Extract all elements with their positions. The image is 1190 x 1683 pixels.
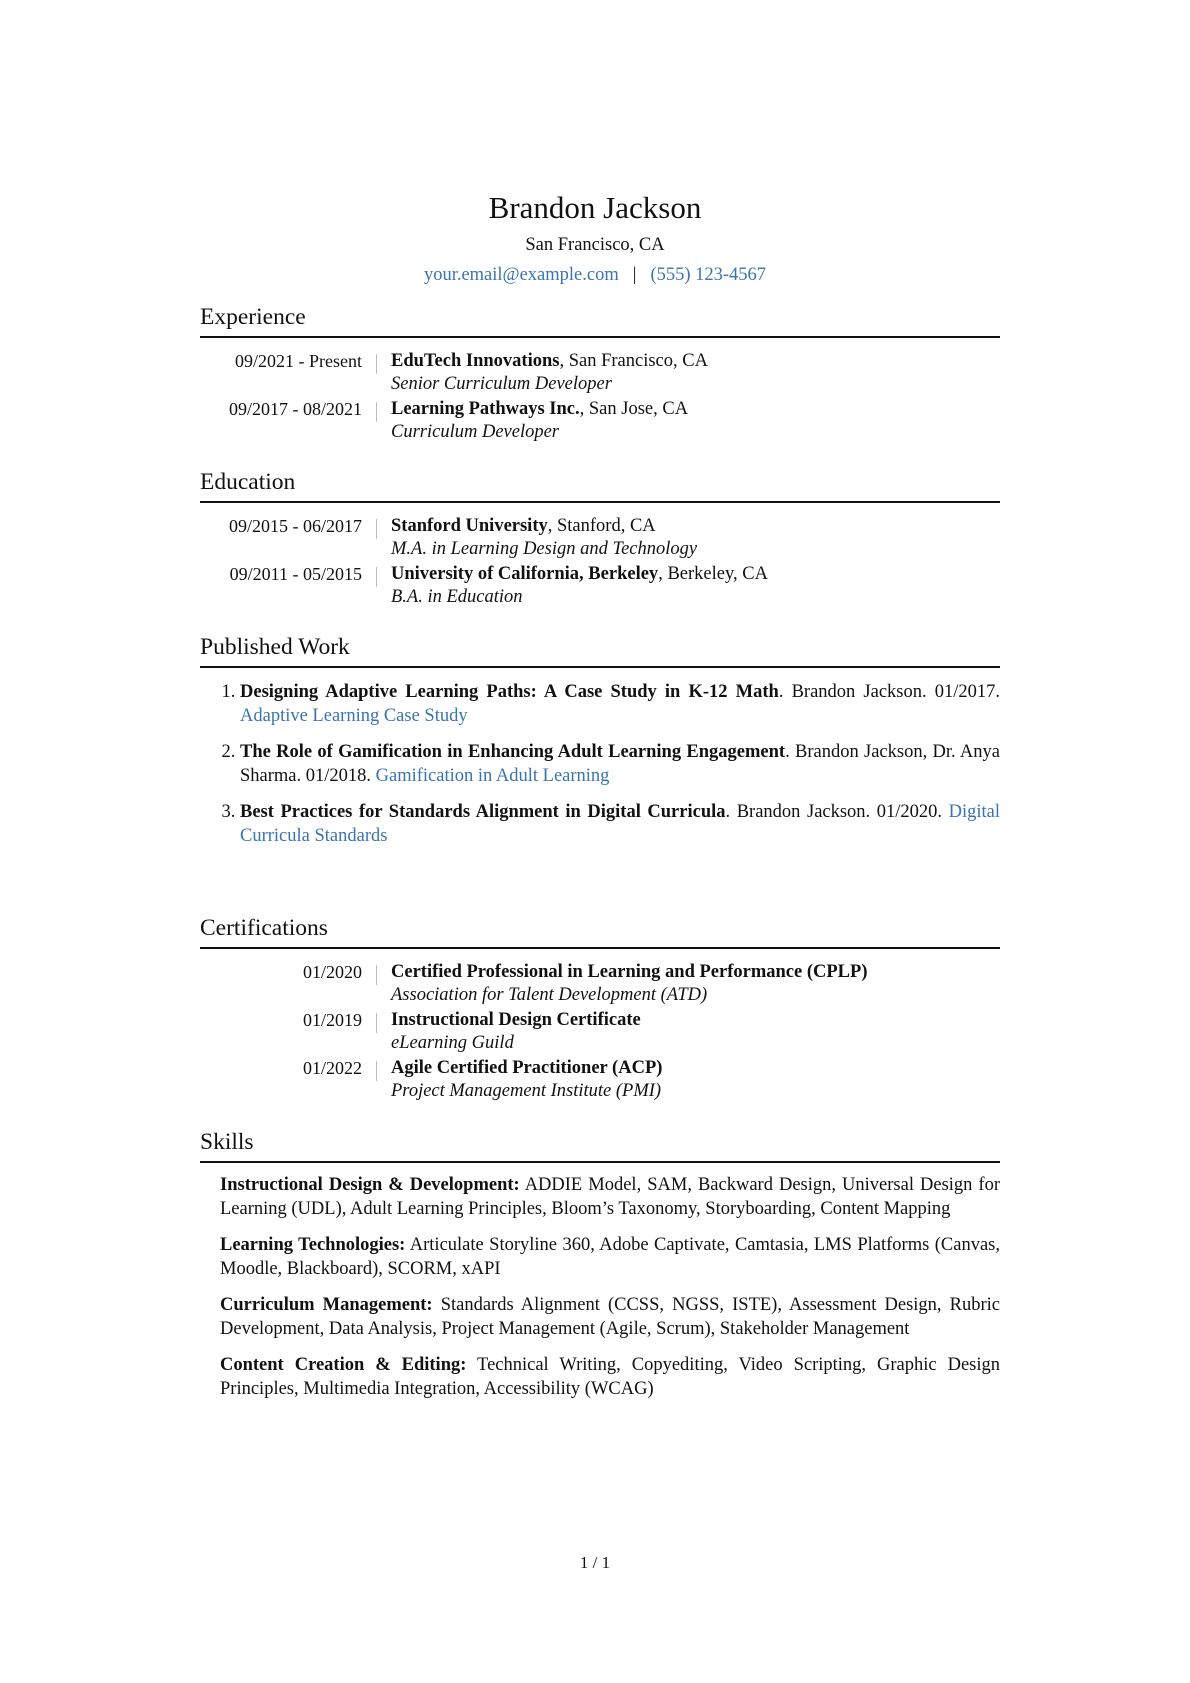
resume-header	[0, 188, 1190, 288]
section-title-education: Education	[200, 469, 296, 495]
skill-list: ADDIE Model, SAM, Backward Design, Universal Design for Learning (UDL), Adult Learning Principles, Bloom’s Taxonomy, Storyboarding, Content Mapping	[220, 1175, 1001, 1219]
institution-name: Stanford University	[391, 516, 548, 536]
publications-section	[200, 632, 1000, 860]
skill-group	[220, 1233, 1000, 1281]
section-rule	[200, 947, 1000, 949]
entry-date: 01/2022	[302, 1058, 362, 1078]
job-title: Curriculum Developer	[391, 422, 560, 442]
entry-date: 01/2020	[302, 962, 362, 982]
skill-list: Technical Writing, Copyediting, Video Scripting, Graphic Design Principles, Multimedia Integration, Accessibility (WCAG)	[220, 1355, 1001, 1399]
experience-entry	[200, 350, 1000, 396]
certification-name: Certified Professional in Learning and Performance (CPLP)	[391, 962, 868, 982]
publication-item	[240, 800, 1000, 848]
publication-item	[240, 740, 1000, 788]
entry-divider	[376, 965, 377, 985]
publication-link[interactable]: Adaptive Learning Case Study	[240, 706, 468, 726]
publication-link[interactable]: Gamification in Adult Learning	[375, 766, 610, 786]
publication-list	[200, 680, 1000, 848]
publication-title: The Role of Gamification in Enhancing Adult Learning Engagement	[240, 742, 786, 762]
publication-title: Best Practices for Standards Alignment in Digital Curricula	[240, 802, 726, 822]
entry-divider	[376, 567, 377, 587]
certification-issuer: Association for Talent Development (ATD)	[391, 985, 708, 1005]
skills-section	[200, 1127, 1000, 1413]
section-rule	[200, 501, 1000, 503]
certification-name: Agile Certified Practitioner (ACP)	[391, 1058, 663, 1078]
candidate-name: Brandon Jackson	[488, 190, 702, 225]
experience-section	[200, 302, 1000, 446]
entry-divider	[376, 1061, 377, 1081]
education-entry	[200, 563, 1000, 609]
publication-details: . Brandon Jackson. 01/2020.	[725, 802, 949, 822]
skill-list: Standards Alignment (CCSS, NGSS, ISTE), Assessment Design, Rubric Development, Data Analysis, Project Management (Agile, Scrum), Stakeholder Management	[220, 1295, 1000, 1339]
entry-date: 09/2021 - Present	[235, 351, 362, 371]
skill-category: Learning Technologies:	[220, 1235, 406, 1255]
entry-divider	[376, 519, 377, 539]
entry-divider	[376, 354, 377, 374]
publication-details: . Brandon Jackson. 01/2017.	[778, 682, 1000, 702]
email-link[interactable]: your.email@example.com	[423, 265, 619, 285]
employer-name: EduTech Innovations	[391, 351, 560, 371]
section-rule	[200, 336, 1000, 338]
institution-name: University of California, Berkeley	[391, 564, 659, 584]
employer-location: , San Francisco, CA	[559, 351, 708, 371]
skill-category: Curriculum Management:	[220, 1295, 433, 1315]
institution-location: , Stanford, CA	[547, 516, 656, 536]
degree: B.A. in Education	[391, 587, 523, 607]
page-number: 1 / 1	[579, 1553, 611, 1572]
education-section	[200, 467, 1000, 611]
employer-name: Learning Pathways Inc.	[391, 399, 580, 419]
phone-link[interactable]: (555) 123-4567	[650, 265, 767, 285]
section-rule	[200, 666, 1000, 668]
entry-divider	[376, 402, 377, 422]
entry-divider	[376, 1013, 377, 1033]
certification-entry	[200, 1009, 1000, 1055]
section-title-publications: Published Work	[200, 634, 350, 660]
entry-date: 01/2019	[302, 1010, 362, 1030]
education-entry	[200, 515, 1000, 561]
certification-entry	[200, 1057, 1000, 1103]
publication-title: Designing Adaptive Learning Paths: A Case Study in K-12 Math	[240, 682, 779, 702]
experience-entry	[200, 398, 1000, 444]
section-title-skills: Skills	[200, 1129, 254, 1155]
section-rule	[200, 1161, 1000, 1163]
entry-date: 09/2011 - 05/2015	[229, 564, 362, 584]
publication-link[interactable]: Digital Curricula Standards	[240, 802, 1000, 846]
contact-separator: |	[632, 265, 637, 285]
job-title: Senior Curriculum Developer	[391, 374, 612, 394]
entry-date: 09/2017 - 08/2021	[229, 399, 362, 419]
skill-category: Content Creation & Editing:	[220, 1355, 467, 1375]
skill-group	[220, 1293, 1000, 1341]
certification-issuer: Project Management Institute (PMI)	[391, 1081, 662, 1101]
publication-item	[240, 680, 1000, 728]
publication-details: . Brandon Jackson, Dr. Anya Sharma. 01/2018.	[240, 742, 1000, 786]
certification-issuer: eLearning Guild	[391, 1033, 514, 1053]
certification-entry	[200, 961, 1000, 1007]
employer-location: , San Jose, CA	[579, 399, 689, 419]
section-title-experience: Experience	[200, 304, 306, 330]
skill-category: Instructional Design & Development:	[220, 1175, 520, 1195]
section-title-certifications: Certifications	[200, 915, 328, 941]
certifications-section	[200, 913, 1000, 1105]
entry-date: 09/2015 - 06/2017	[229, 516, 362, 536]
skill-group	[220, 1173, 1000, 1221]
degree: M.A. in Learning Design and Technology	[391, 539, 698, 559]
candidate-location: San Francisco, CA	[525, 235, 665, 255]
contact-line	[0, 262, 1190, 288]
institution-location: , Berkeley, CA	[658, 564, 768, 584]
skill-list: Articulate Storyline 360, Adobe Captivate, Camtasia, LMS Platforms (Canvas, Moodle, Blackboard), SCORM, xAPI	[220, 1235, 1000, 1279]
skill-group	[220, 1353, 1000, 1401]
certification-name: Instructional Design Certificate	[391, 1010, 641, 1030]
